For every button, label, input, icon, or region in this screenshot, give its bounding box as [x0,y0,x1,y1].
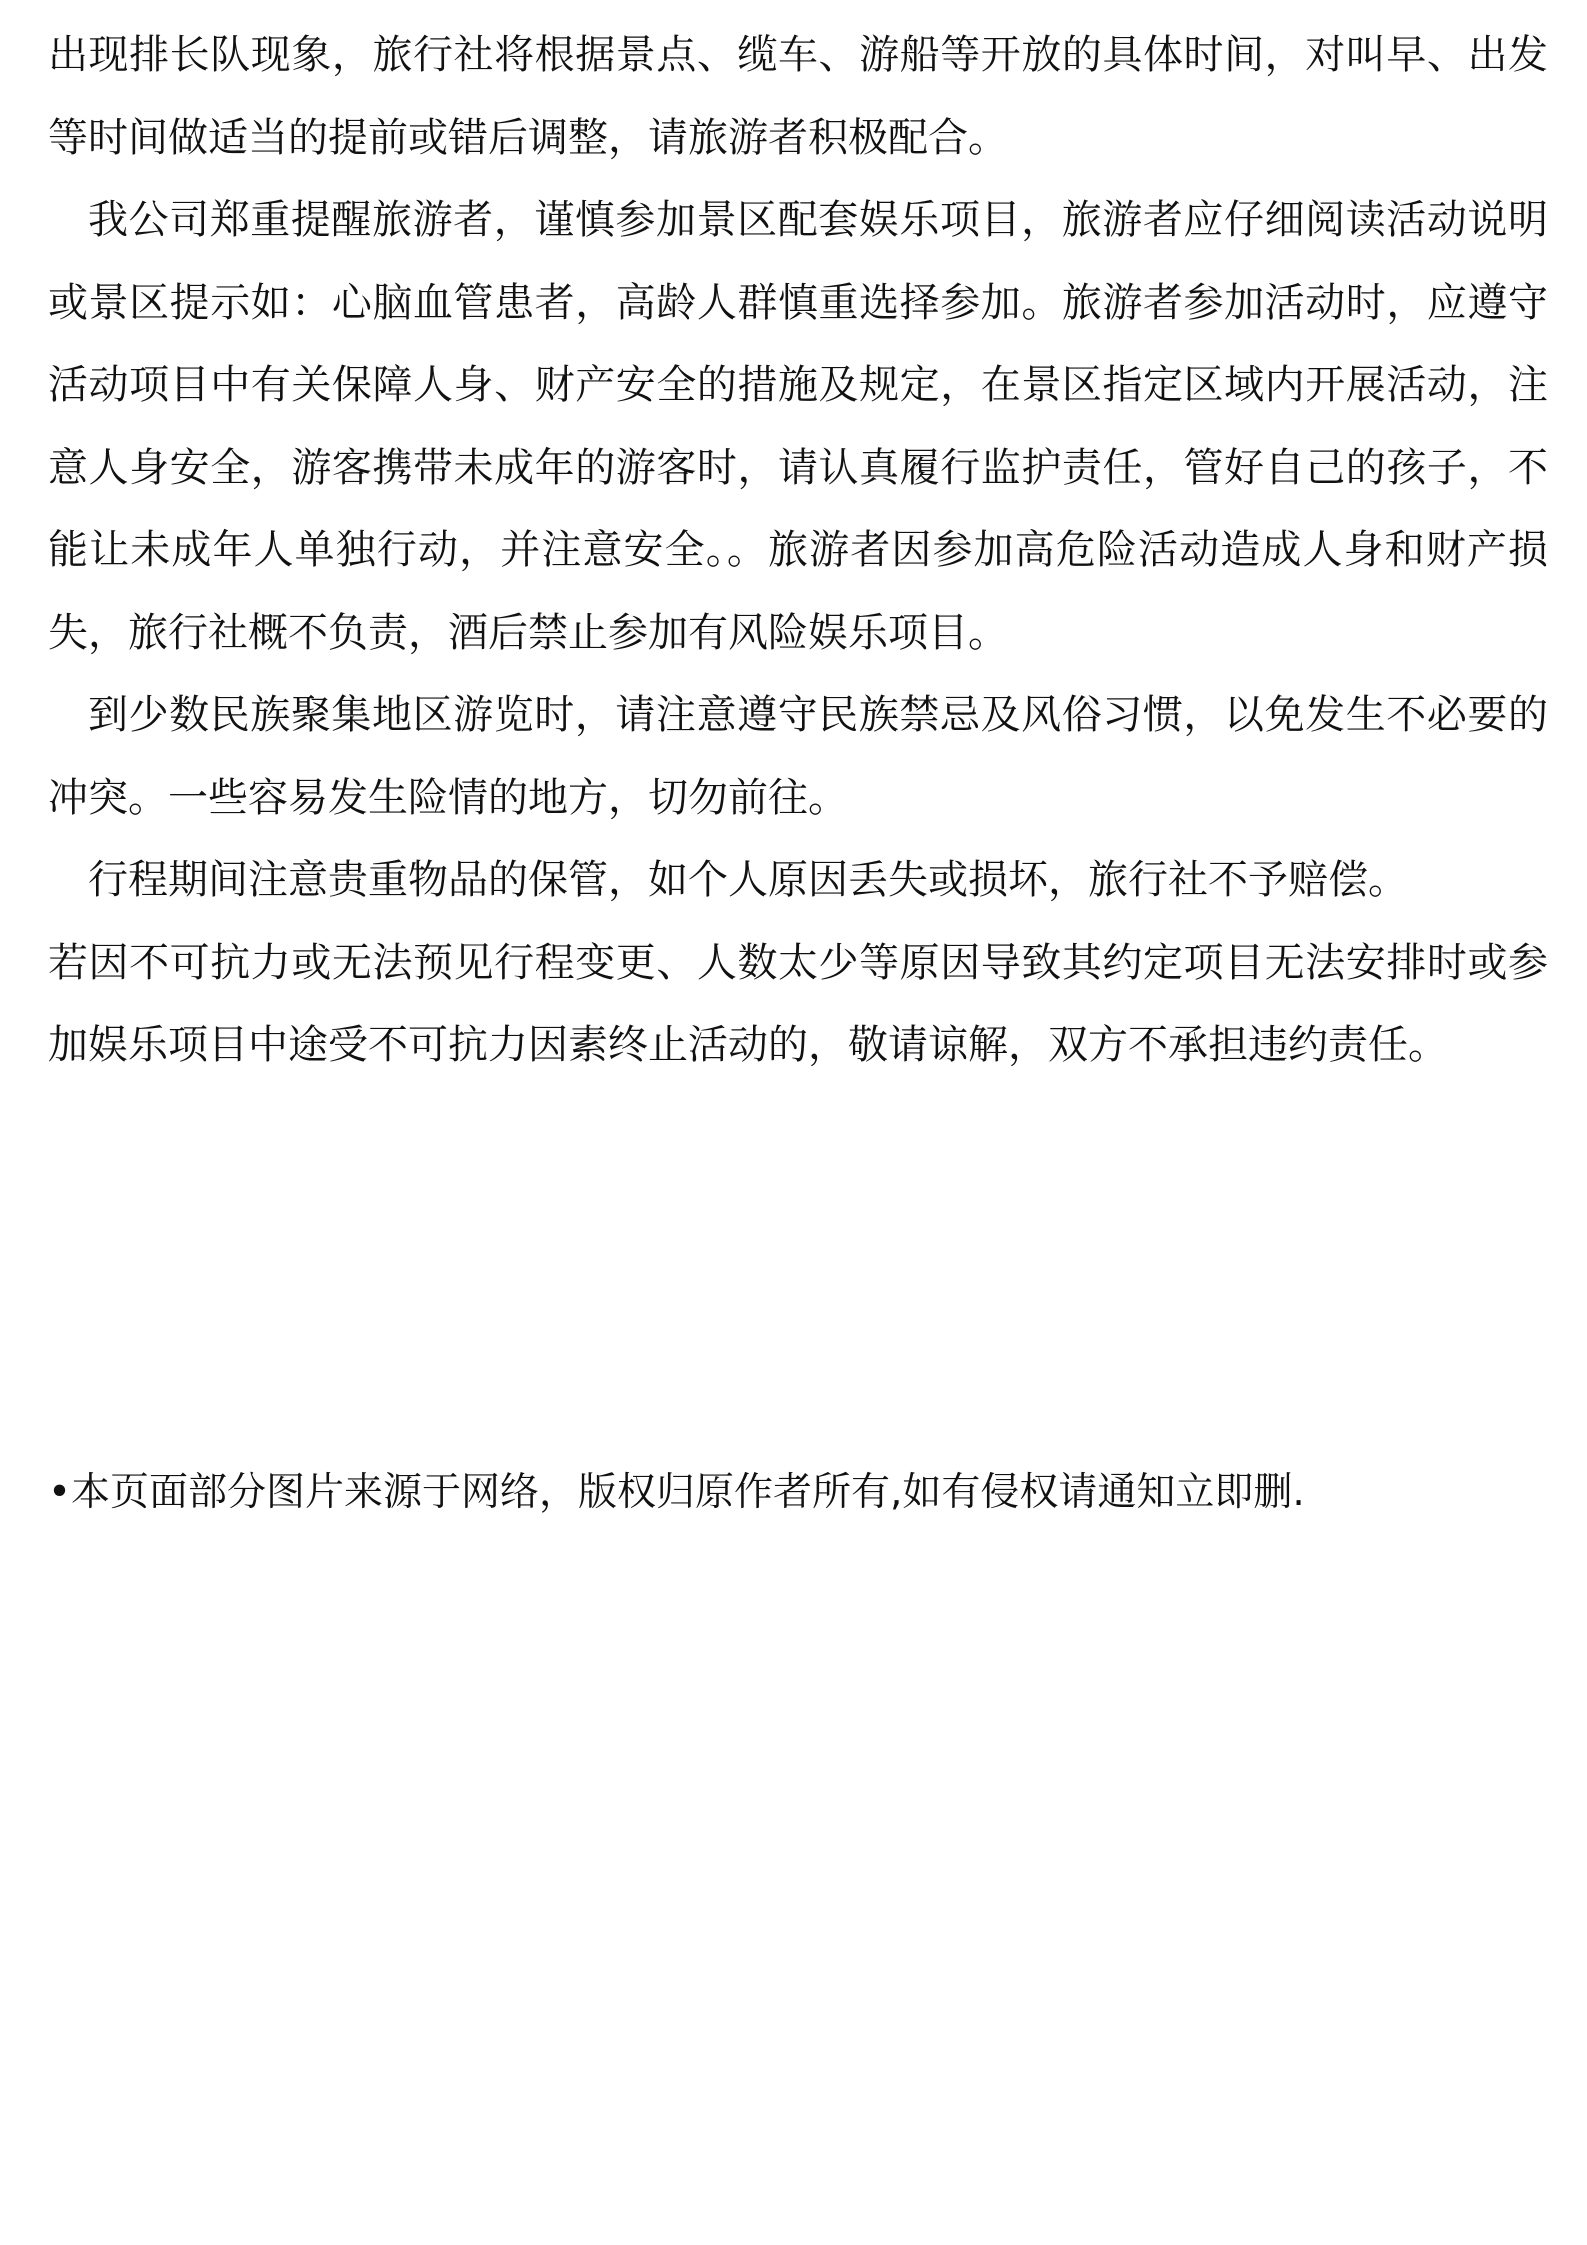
paragraph-valuables: 行程期间注意贵重物品的保管，如个人原因丢失或损坏，旅行社不予赔偿。 [88,857,1408,903]
paragraph-entertainment-safety: 我公司郑重提醒旅游者，谨慎参加景区配套娱乐项目，旅游者应仔细阅读活动说明或景区提示如：心脑血管患者，高龄人群慎重选择参加。旅游者参加活动时，应遵守活动项目中有关保障人身、财产安全的措施及规定，在景区指定区域内开展活动，注意人身安全，游客携带未成年的游客时，请认真履行监护责任，管好自己的孩子，不能让未成年人单独行动，并注意安全。。旅游者因参加高危险活动造成人身和财产损失，旅行社概不负责，酒后禁止参加有风险娱乐项目。 [48,197,1548,656]
bullet-icon: • [48,1470,72,1515]
paragraph-schedule-adjustment: 出现排长队现象，旅行社将根据景点、缆车、游船等开放的具体时间，对叫早、出发等时间做适当的提前或错后调整，请旅游者积极配合。 [48,32,1548,161]
paragraph-ethnic-customs: 到少数民族聚集地区游览时，请注意遵守民族禁忌及风俗习惯，以免发生不必要的冲突。一些容易发生险情的地方，切勿前往。 [48,692,1548,821]
copyright-notice-text: 本页面部分图片来源于网络，版权归原作者所有,如有侵权请通知立即删. [71,1470,1305,1515]
document-body [48,14,1548,1087]
copyright-notice [48,1452,1548,1534]
paragraph-force-majeure: 若因不可抗力或无法预见行程变更、人数太少等原因导致其约定项目无法安排时或参加娱乐项目中途受不可抗力因素终止活动的，敬请谅解，双方不承担违约责任。 [48,939,1548,1068]
